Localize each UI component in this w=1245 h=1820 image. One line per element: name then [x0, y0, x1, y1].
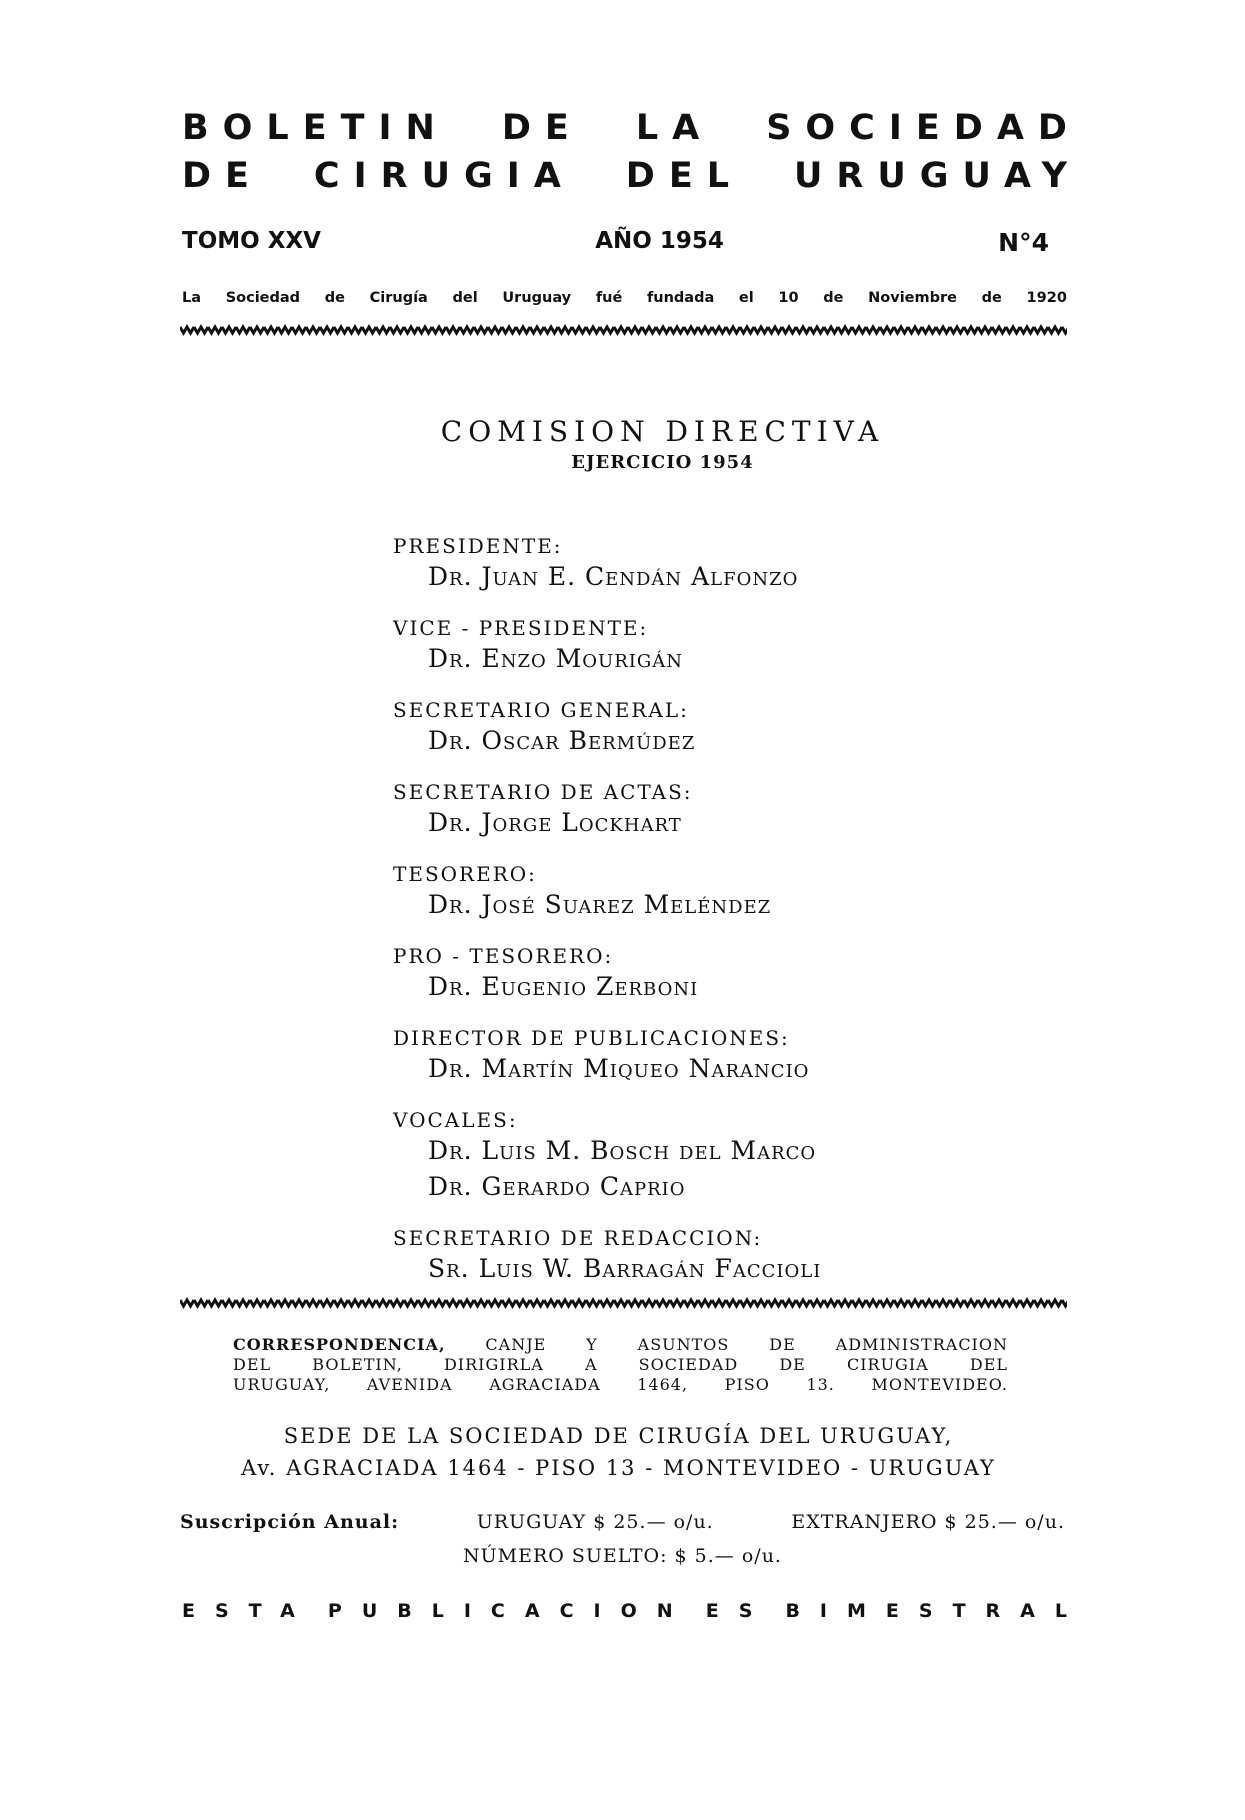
subscription-info [180, 1505, 1065, 1573]
officer-names [428, 641, 993, 677]
officer-names [428, 887, 993, 923]
founded-word: fundada [646, 290, 715, 306]
masthead-word: DEL [625, 156, 744, 196]
founded-word: Uruguay [502, 290, 572, 306]
founded-note [182, 290, 1067, 306]
periodicity-note [182, 1600, 1087, 1622]
anio: AÑO 1954 [595, 228, 724, 254]
officer-role: SECRETARIO DE REDACCION: [393, 1226, 763, 1250]
ornamental-rule-top [180, 324, 1067, 336]
founded-word: el [738, 290, 754, 306]
officer-role: TESORERO: [393, 862, 537, 886]
masthead-word: DE [182, 156, 263, 196]
comision-heading [0, 415, 1245, 473]
officer-name: Dr. Oscar Bermúdez [428, 726, 696, 755]
correspondence-lead: CORRESPONDENCIA, [233, 1335, 446, 1354]
officers-list [393, 533, 993, 1287]
numero: N°4 [998, 228, 1049, 257]
officer-names [428, 805, 993, 841]
officer-names [428, 1051, 993, 1087]
founded-word: de [324, 290, 345, 306]
periodicity-word: BIMESTRAL [785, 1600, 1087, 1622]
masthead [182, 104, 1081, 200]
single-issue-price: NÚMERO SUELTO: $ 5.— o/u. [463, 1545, 782, 1567]
founded-word: fué [595, 290, 623, 306]
periodicity-word: ESTA [182, 1600, 315, 1622]
officer-name: Dr. Eugenio Zerboni [428, 972, 699, 1001]
periodicity-word: ES [705, 1600, 773, 1622]
subscription-label: Suscripción Anual: [180, 1511, 400, 1533]
sede-line: Av. AGRACIADA 1464 - PISO 13 - MONTEVIDEO - URUGUAY [241, 1456, 996, 1480]
correspondence-line [233, 1335, 1008, 1355]
officer-name: Dr. Jorge Lockhart [428, 808, 682, 837]
officer-name: Dr. Gerardo Caprio [428, 1172, 686, 1201]
ornamental-rule-bottom [180, 1297, 1067, 1309]
correspondence-note [233, 1335, 1008, 1395]
masthead-word: BOLETIN [182, 108, 449, 148]
officer-names [428, 1251, 993, 1287]
officer-names [428, 969, 993, 1005]
officer-role: SECRETARIO DE ACTAS: [393, 780, 693, 804]
officer-names [428, 723, 993, 759]
issue-info [182, 228, 1049, 257]
tomo: TOMO XXV [182, 228, 321, 254]
founded-word: de [823, 290, 844, 306]
founded-word: Sociedad [225, 290, 301, 306]
masthead-word: CIRUGIA [313, 156, 575, 196]
masthead-line-1 [182, 104, 1081, 152]
officer-names [428, 559, 993, 595]
headquarters-address [231, 1420, 1006, 1484]
officer-role: PRESIDENTE: [393, 534, 563, 558]
founded-word: Noviembre [868, 290, 957, 306]
masthead-word: URUGUAY [794, 156, 1081, 196]
masthead-word: LA [635, 108, 714, 148]
officer-role: VOCALES: [393, 1108, 518, 1132]
officer-role: SECRETARIO GENERAL: [393, 698, 689, 722]
officer-role: VICE - PRESIDENTE: [393, 616, 649, 640]
founded-word: 10 [778, 290, 799, 306]
sede-line: SEDE DE LA SOCIEDAD DE CIRUGÍA DEL URUGUAY, [283, 1424, 954, 1448]
founded-word: 1920 [1026, 290, 1067, 306]
officer-name: Dr. José Suarez Meléndez [428, 890, 772, 919]
correspondence-line: DEL BOLETIN, DIRIGIRLA A SOCIEDAD DE CIRUGIA DEL [233, 1355, 1008, 1374]
officer-role: DIRECTOR DE PUBLICACIONES: [393, 1026, 790, 1050]
periodicity-word: PUBLICACION [327, 1600, 693, 1622]
correspondence-text: CANJE Y ASUNTOS DE ADMINISTRACION [485, 1335, 1008, 1354]
officer-names [428, 1133, 993, 1205]
founded-word: de [981, 290, 1002, 306]
masthead-line-2 [182, 152, 1081, 200]
comision-title: COMISION DIRECTIVA [440, 415, 885, 448]
subscription-extranjero: EXTRANJERO $ 25.— o/u. [791, 1511, 1065, 1533]
founded-word: del [452, 290, 478, 306]
correspondence-line: URUGUAY, AVENIDA AGRACIADA 1464, PISO 13. MONTEVIDEO. [233, 1375, 1008, 1394]
officer-name: Dr. Enzo Mourigán [428, 644, 684, 673]
masthead-word: SOCIEDAD [766, 108, 1081, 148]
subscription-line [180, 1505, 1065, 1539]
masthead-word: DE [501, 108, 583, 148]
officer-name: Sr. Luis W. Barragán Faccioli [428, 1254, 822, 1283]
officer-name: Dr. Luis M. Bosch del Marco [428, 1136, 817, 1165]
founded-word: La [182, 290, 202, 306]
founded-word: Cirugía [369, 290, 428, 306]
subscription-uruguay: URUGUAY $ 25.— o/u. [476, 1511, 714, 1533]
officer-role: PRO - TESORERO: [393, 944, 614, 968]
officer-name: Dr. Juan E. Cendán Alfonzo [428, 562, 799, 591]
officer-name: Dr. Martín Miqueo Narancio [428, 1054, 810, 1083]
comision-subtitle: EJERCICIO 1954 [571, 452, 754, 473]
